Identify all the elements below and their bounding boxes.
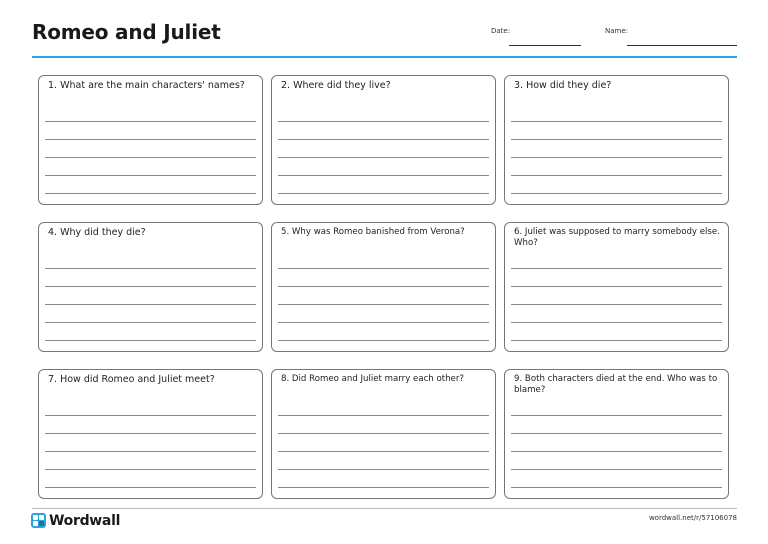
answer-line[interactable] <box>511 322 722 323</box>
answer-line[interactable] <box>511 175 722 176</box>
answer-line[interactable] <box>511 469 722 470</box>
answer-line[interactable] <box>45 451 256 452</box>
question-card-6 <box>504 222 729 352</box>
answer-line[interactable] <box>278 322 489 323</box>
question-grid <box>38 75 730 499</box>
question-text: 4. Why did they die? <box>48 227 146 238</box>
answer-line[interactable] <box>511 415 722 416</box>
question-card-4 <box>38 222 263 352</box>
wordwall-logo-icon <box>31 513 46 528</box>
answer-line[interactable] <box>45 304 256 305</box>
question-card-8 <box>271 369 496 499</box>
question-card-2 <box>271 75 496 205</box>
answer-line[interactable] <box>45 322 256 323</box>
answer-line[interactable] <box>511 304 722 305</box>
answer-line[interactable] <box>45 340 256 341</box>
date-label: Date: <box>491 27 511 35</box>
question-text: 6. Juliet was supposed to marry somebody else. Who? <box>514 227 720 248</box>
answer-line[interactable] <box>45 469 256 470</box>
answer-line[interactable] <box>278 304 489 305</box>
answer-line[interactable] <box>45 286 256 287</box>
answer-line[interactable] <box>45 121 256 122</box>
answer-line[interactable] <box>278 433 489 434</box>
answer-line[interactable] <box>511 340 722 341</box>
page-title: Romeo and Juliet <box>32 20 221 44</box>
answer-line[interactable] <box>278 268 489 269</box>
answer-line[interactable] <box>45 139 256 140</box>
question-text: 5. Why was Romeo banished from Verona? <box>281 227 465 237</box>
question-card-1 <box>38 75 263 205</box>
answer-line[interactable] <box>278 175 489 176</box>
answer-line[interactable] <box>278 121 489 122</box>
question-text: 2. Where did they live? <box>281 80 391 91</box>
answer-line[interactable] <box>45 415 256 416</box>
brand-name: Wordwall <box>49 512 121 529</box>
answer-line[interactable] <box>511 139 722 140</box>
footer-divider <box>32 508 737 509</box>
answer-line[interactable] <box>511 487 722 488</box>
worksheet-url[interactable]: wordwall.net/r/57106078 <box>648 514 737 522</box>
question-text: 7. How did Romeo and Juliet meet? <box>48 374 215 385</box>
question-card-5 <box>271 222 496 352</box>
worksheet-header <box>32 18 737 58</box>
question-text: 9. Both characters died at the end. Who was to blame? <box>514 374 718 395</box>
question-text: 3. How did they die? <box>514 80 612 91</box>
answer-line[interactable] <box>511 268 722 269</box>
question-card-3 <box>504 75 729 205</box>
header-divider <box>32 56 737 58</box>
answer-line[interactable] <box>45 487 256 488</box>
answer-line[interactable] <box>278 469 489 470</box>
answer-line[interactable] <box>278 157 489 158</box>
answer-line[interactable] <box>45 175 256 176</box>
answer-line[interactable] <box>511 433 722 434</box>
answer-line[interactable] <box>45 433 256 434</box>
answer-line[interactable] <box>511 157 722 158</box>
answer-line[interactable] <box>511 121 722 122</box>
answer-line[interactable] <box>278 340 489 341</box>
answer-line[interactable] <box>278 139 489 140</box>
answer-line[interactable] <box>45 268 256 269</box>
answer-line[interactable] <box>511 193 722 194</box>
date-field[interactable] <box>509 45 581 46</box>
answer-line[interactable] <box>278 286 489 287</box>
name-label: Name: <box>605 27 629 35</box>
question-card-7 <box>38 369 263 499</box>
wordwall-logo <box>31 512 120 529</box>
answer-line[interactable] <box>278 487 489 488</box>
answer-line[interactable] <box>45 157 256 158</box>
answer-line[interactable] <box>45 193 256 194</box>
answer-line[interactable] <box>511 286 722 287</box>
question-text: 8. Did Romeo and Juliet marry each other? <box>281 374 464 384</box>
name-field[interactable] <box>627 45 737 46</box>
question-text: 1. What are the main characters' names? <box>48 80 245 91</box>
answer-line[interactable] <box>511 451 722 452</box>
answer-line[interactable] <box>278 193 489 194</box>
question-card-9 <box>504 369 729 499</box>
answer-line[interactable] <box>278 451 489 452</box>
answer-line[interactable] <box>278 415 489 416</box>
